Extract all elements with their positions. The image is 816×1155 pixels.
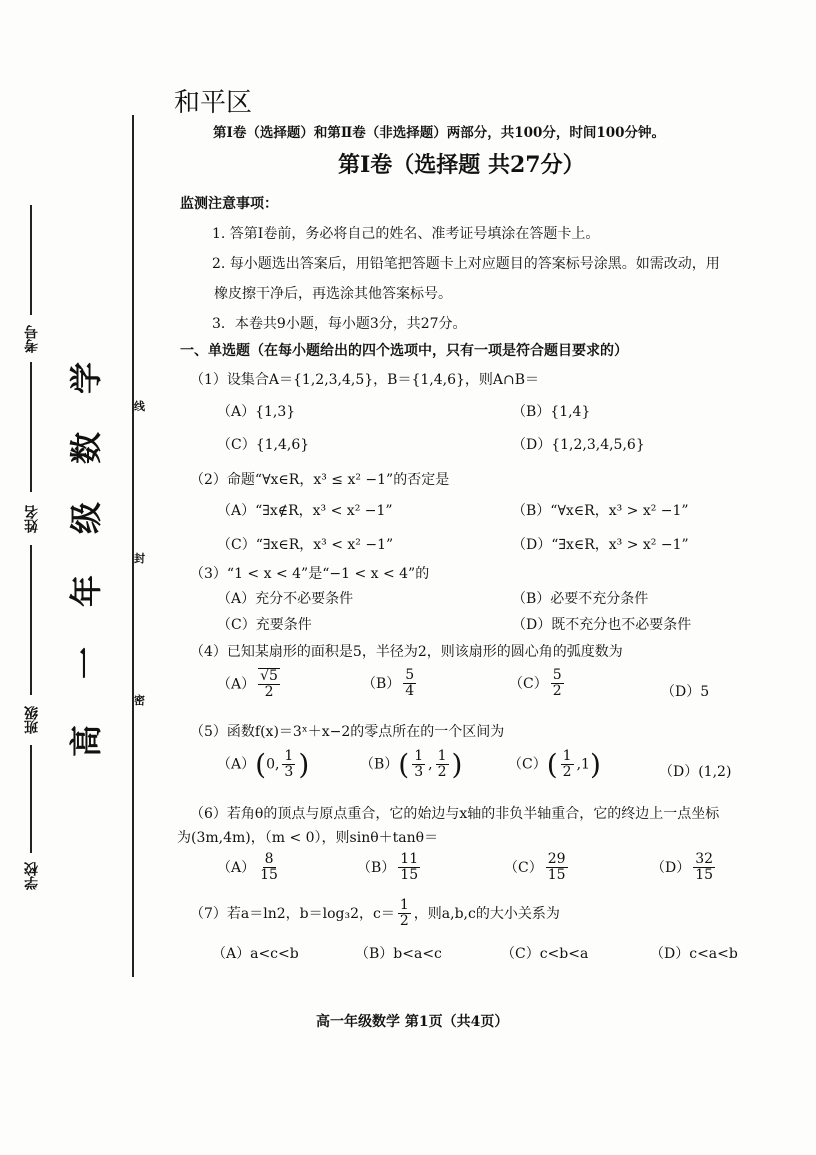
fraction bbox=[436, 749, 449, 781]
option-d bbox=[651, 852, 718, 884]
class-label: 班级 bbox=[24, 706, 40, 734]
stem-suffix: ，则a,b,c的大小关系为 bbox=[413, 905, 560, 922]
fraction-denominator: 3 bbox=[414, 764, 424, 780]
fraction-numerator: 1 bbox=[284, 747, 294, 764]
option-label: （C） bbox=[504, 859, 543, 876]
left-paren: ( bbox=[255, 748, 267, 781]
option-a: （A）充分不必要条件 bbox=[217, 591, 354, 607]
option-d: （D）5 bbox=[661, 684, 710, 700]
fraction bbox=[282, 749, 295, 781]
fraction-denominator: 15 bbox=[547, 867, 566, 884]
option-c bbox=[509, 668, 567, 700]
fraction bbox=[258, 668, 280, 701]
question-stem bbox=[190, 898, 560, 930]
option-b: （B）“∀x∈R，x³ > x² −1” bbox=[512, 503, 689, 519]
school-line bbox=[30, 745, 32, 853]
option-c: （C）充要条件 bbox=[217, 617, 312, 633]
notes-heading: 监测注意事项： bbox=[180, 196, 278, 212]
exam-no-line bbox=[30, 205, 32, 315]
class-line bbox=[30, 545, 32, 695]
left-paren: ( bbox=[546, 748, 558, 781]
seal-char-secret: 密 bbox=[134, 694, 145, 707]
option-c bbox=[508, 748, 601, 781]
question-stem: （2）命题“∀x∈R，x³ ≤ x² −1”的否定是 bbox=[190, 472, 450, 488]
option-d: （D）“∃x∈R，x³ > x² −1” bbox=[512, 537, 689, 553]
question-stem: （5）函数f(x)＝3ˣ＋x−2的零点所在的一个区间为 bbox=[190, 724, 505, 740]
fraction-denominator: 2 bbox=[399, 913, 409, 930]
fraction-numerator: 32 bbox=[695, 851, 714, 867]
margin-title-char: 一 bbox=[67, 647, 105, 680]
option-a: （A）{1,3} bbox=[217, 404, 296, 420]
fraction bbox=[398, 898, 411, 930]
option-label: （C） bbox=[508, 756, 547, 773]
exam-no-label: 考号 bbox=[24, 325, 40, 353]
option-c bbox=[504, 852, 571, 884]
option-a bbox=[217, 852, 283, 884]
fraction bbox=[258, 852, 280, 884]
fraction-denominator: 4 bbox=[405, 683, 415, 700]
note-item: 1. 答第Ⅰ卷前，务必将自己的姓名、准考证号填涂在答题卡上。 bbox=[212, 226, 600, 242]
option-b: （B）{1,4} bbox=[512, 404, 591, 420]
fraction bbox=[693, 852, 715, 884]
question-stem: （6）若角θ的顶点与原点重合，它的始边与x轴的非负半轴重合，它的终边上一点坐标 bbox=[190, 806, 720, 822]
option-d: （D）既不充分也不必要条件 bbox=[512, 617, 692, 633]
option-c: （C）c<b<a bbox=[501, 946, 589, 962]
option-label: （A） bbox=[217, 859, 256, 876]
option-a: （A）“∃x∉R，x³ < x² −1” bbox=[217, 503, 393, 519]
name-line bbox=[30, 362, 32, 492]
option-a bbox=[217, 748, 309, 781]
part-one-heading: 一、单选题（在每小题给出的四个选项中，只有一项是符合题目要求的） bbox=[180, 343, 628, 359]
option-label: （B） bbox=[360, 756, 399, 773]
question-stem: （3）“1 < x < 4”是“−1 < x < 4”的 bbox=[190, 566, 430, 582]
option-a bbox=[217, 668, 283, 701]
school-label: 学校 bbox=[24, 862, 40, 890]
margin-title-char: 高 bbox=[67, 725, 105, 758]
note-item: 2. 每小题选出答案后，用铅笔把答题卡上对应题目的答案标号涂黑。如需改动，用 bbox=[212, 256, 720, 272]
right-paren: ) bbox=[451, 748, 463, 781]
note-item: 3．本卷共9小题，每小题3分，共27分。 bbox=[212, 316, 467, 332]
seal-line bbox=[132, 115, 134, 977]
fraction-numerator: 5 bbox=[405, 667, 415, 683]
interval-left: 0, bbox=[266, 756, 280, 773]
option-d: （D）c<a<b bbox=[650, 946, 738, 962]
right-paren: ) bbox=[298, 748, 310, 781]
margin-title-char: 学 bbox=[67, 362, 105, 395]
option-b bbox=[360, 748, 462, 781]
name-label: 姓名 bbox=[24, 505, 40, 533]
left-paren: ( bbox=[398, 748, 410, 781]
option-c: （C）{1,4,6} bbox=[217, 437, 310, 453]
seal-char-line: 线 bbox=[134, 400, 145, 413]
fraction bbox=[561, 749, 574, 781]
fraction-numerator: 11 bbox=[400, 851, 419, 867]
fraction-denominator: 2 bbox=[437, 764, 447, 780]
option-label: （C） bbox=[509, 675, 548, 692]
option-label: （D） bbox=[651, 859, 691, 876]
right-paren: ) bbox=[589, 748, 601, 781]
exam-intro: 第Ⅰ卷（选择题）和第Ⅱ卷（非选择题）两部分，共100分，时间100分钟。 bbox=[213, 125, 666, 141]
fraction bbox=[546, 852, 568, 884]
question-stem: （4）已知某扇形的面积是5，半径为2，则该扇形的圆心角的弧度数为 bbox=[190, 644, 623, 660]
option-b bbox=[357, 852, 423, 884]
option-label: （B） bbox=[362, 675, 401, 692]
fraction-numerator: 5 bbox=[552, 667, 562, 683]
fraction-numerator: 1 bbox=[399, 897, 409, 913]
district-name: 和平区 bbox=[174, 88, 253, 118]
fraction-numerator: 1 bbox=[437, 747, 447, 764]
page-footer: 高一年级数学 第1页（共4页） bbox=[316, 1014, 509, 1030]
stem-prefix: （7）若a＝ln2，b＝log₃2，c＝ bbox=[190, 905, 395, 922]
fraction-numerator: √5 bbox=[260, 668, 278, 684]
question-stem: （1）设集合A＝{1,2,3,4,5}，B＝{1,4,6}，则A∩B＝ bbox=[190, 372, 540, 388]
option-b: （B）b<a<c bbox=[355, 946, 442, 962]
fraction-denominator: 3 bbox=[284, 764, 294, 780]
fraction bbox=[551, 668, 564, 700]
comma: , bbox=[428, 756, 433, 773]
margin-title-char: 年 bbox=[67, 575, 105, 608]
option-b bbox=[362, 668, 419, 700]
margin-title-char: 级 bbox=[67, 502, 105, 535]
fraction-denominator: 2 bbox=[562, 764, 572, 780]
fraction bbox=[412, 749, 425, 781]
fraction-denominator: 15 bbox=[260, 867, 278, 884]
option-a: （A）a<c<b bbox=[212, 946, 299, 962]
option-label: （A） bbox=[217, 676, 256, 693]
fraction-numerator: 1 bbox=[562, 747, 572, 764]
fraction-denominator: 15 bbox=[695, 867, 714, 884]
option-c: （C）“∃x∈R，x³ < x² −1” bbox=[217, 537, 394, 553]
option-d: （D）(1,2) bbox=[659, 764, 732, 780]
note-item: 橡皮擦干净后，再选涂其他答案标号。 bbox=[214, 286, 452, 302]
option-d: （D）{1,2,3,4,5,6} bbox=[512, 437, 645, 453]
fraction-numerator: 1 bbox=[414, 747, 424, 764]
option-label: （A） bbox=[217, 756, 256, 773]
option-label: （B） bbox=[357, 859, 396, 876]
fraction-denominator: 2 bbox=[552, 683, 562, 700]
seal-char-seal: 封 bbox=[134, 552, 145, 565]
margin-title-char: 数 bbox=[67, 432, 105, 465]
option-b: （B）必要不充分条件 bbox=[512, 591, 649, 607]
question-stem-continued: 为(3m,4m)，（m < 0），则sinθ＋tanθ＝ bbox=[177, 830, 439, 846]
fraction-numerator: 29 bbox=[547, 851, 566, 867]
section-title: 第Ⅰ卷（选择题 共27分） bbox=[338, 152, 585, 178]
fraction bbox=[398, 852, 420, 884]
fraction-denominator: 2 bbox=[264, 684, 274, 701]
fraction-denominator: 15 bbox=[400, 867, 419, 884]
fraction bbox=[403, 668, 416, 700]
fraction-numerator: 8 bbox=[264, 851, 274, 867]
interval-right: ,1 bbox=[576, 756, 590, 773]
